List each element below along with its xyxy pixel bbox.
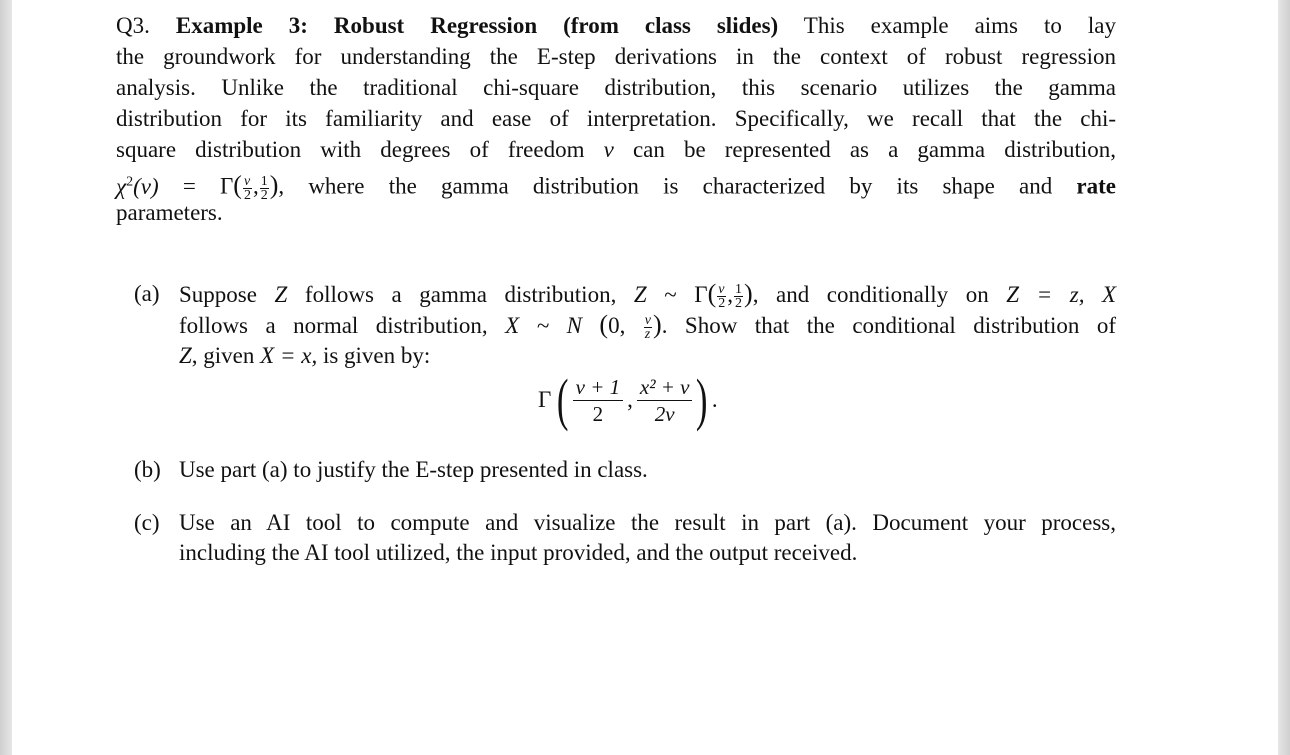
intro-text: the groundwork for understanding the E-step derivations in the context of robust regression bbox=[116, 44, 1116, 69]
intro-line-1 bbox=[116, 10, 1116, 41]
intro-text: parameters. bbox=[116, 200, 223, 225]
part-c-line-2: including the AI tool utilized, the input provided, and the output received. bbox=[179, 540, 858, 565]
intro-text: square distribution with degrees of freedom bbox=[116, 137, 585, 162]
intro-text: can be represented as a gamma distribution, bbox=[632, 137, 1117, 162]
intro-line-4 bbox=[116, 103, 1116, 134]
part-b-label: (b) bbox=[134, 457, 161, 482]
chi-square-expression: $\chi^2(\nu)$ bbox=[116, 173, 159, 199]
part-b-text: Use part (a) to justify the E-step presented in class. bbox=[179, 457, 648, 482]
intro-text: This example aims to lay bbox=[803, 13, 1116, 38]
intro-text: , where the gamma distribution is characterized by its shape and bbox=[278, 173, 1053, 199]
question-title: Example 3: Robust Regression (from class slides) bbox=[175, 13, 779, 38]
part-c-line-1: Use an AI tool to compute and visualize the result in part (a). Document your process, bbox=[179, 510, 1116, 535]
fraction-1-over-2: $\frac{1}{2}$ bbox=[260, 173, 268, 203]
bold-rate: rate bbox=[1076, 173, 1116, 199]
part-a-label: (a) bbox=[134, 281, 160, 306]
part-a-line-3: Z, given X = x, is given by: bbox=[179, 343, 431, 368]
intro-text: distribution for its familiarity and ease of interpretation. Specifically, we recall that the chi- bbox=[116, 106, 1116, 131]
intro-line-2 bbox=[116, 41, 1116, 72]
part-a-line-2: follows a normal distribution, X ~ N (0, $\frac{\nu}{z}$ ). Show that the conditional distribution of bbox=[179, 310, 1117, 343]
page-right-edge bbox=[1278, 0, 1290, 755]
intro-text: analysis. Unlike the traditional chi-square distribution, this scenario utilizes the gamma bbox=[116, 75, 1116, 100]
part-a-line-1: Suppose Z follows a gamma distribution, Z ~ Γ( $\frac{\nu}{2}$ , $\frac{1}{2}$ ), and conditionally on Z = z, X bbox=[179, 279, 1117, 312]
math-sim-gamma: ~ Γ bbox=[664, 282, 708, 307]
question-number: Q3. bbox=[116, 13, 150, 38]
fraction-nu-over-z: $\frac{\nu}{z}$ bbox=[644, 313, 652, 343]
intro-line-7 bbox=[116, 197, 1116, 228]
intro-line-3 bbox=[116, 72, 1116, 103]
intro-line-5 bbox=[116, 134, 1116, 165]
fraction-nu-over-2: $\frac{\nu}{2}$ bbox=[243, 173, 251, 203]
intro-line-6: $\chi^2(\nu) = \Gamma$( $\frac{\nu}{2}$ , $\frac{1}{2}$ ), where the gamma distribution is characterized by its shape and rate bbox=[116, 170, 1116, 203]
fraction-nu-over-2: $\frac{\nu}{2}$ bbox=[718, 282, 726, 312]
fraction-x2-plus-nu-over-2nu: x² + ν 2ν bbox=[637, 374, 693, 427]
part-c-label: (c) bbox=[134, 510, 160, 535]
math-nu: ν bbox=[603, 137, 614, 162]
conditional-gamma-formula: Γ ( ν + 1 2 , x² + ν 2ν ) . bbox=[538, 367, 718, 432]
fraction-1-over-2: $\frac{1}{2}$ bbox=[735, 282, 743, 312]
fraction-nu-plus-1-over-2: ν + 1 2 bbox=[573, 374, 624, 427]
math-equals-gamma: = Γ bbox=[182, 173, 234, 199]
page-left-edge bbox=[0, 0, 12, 755]
